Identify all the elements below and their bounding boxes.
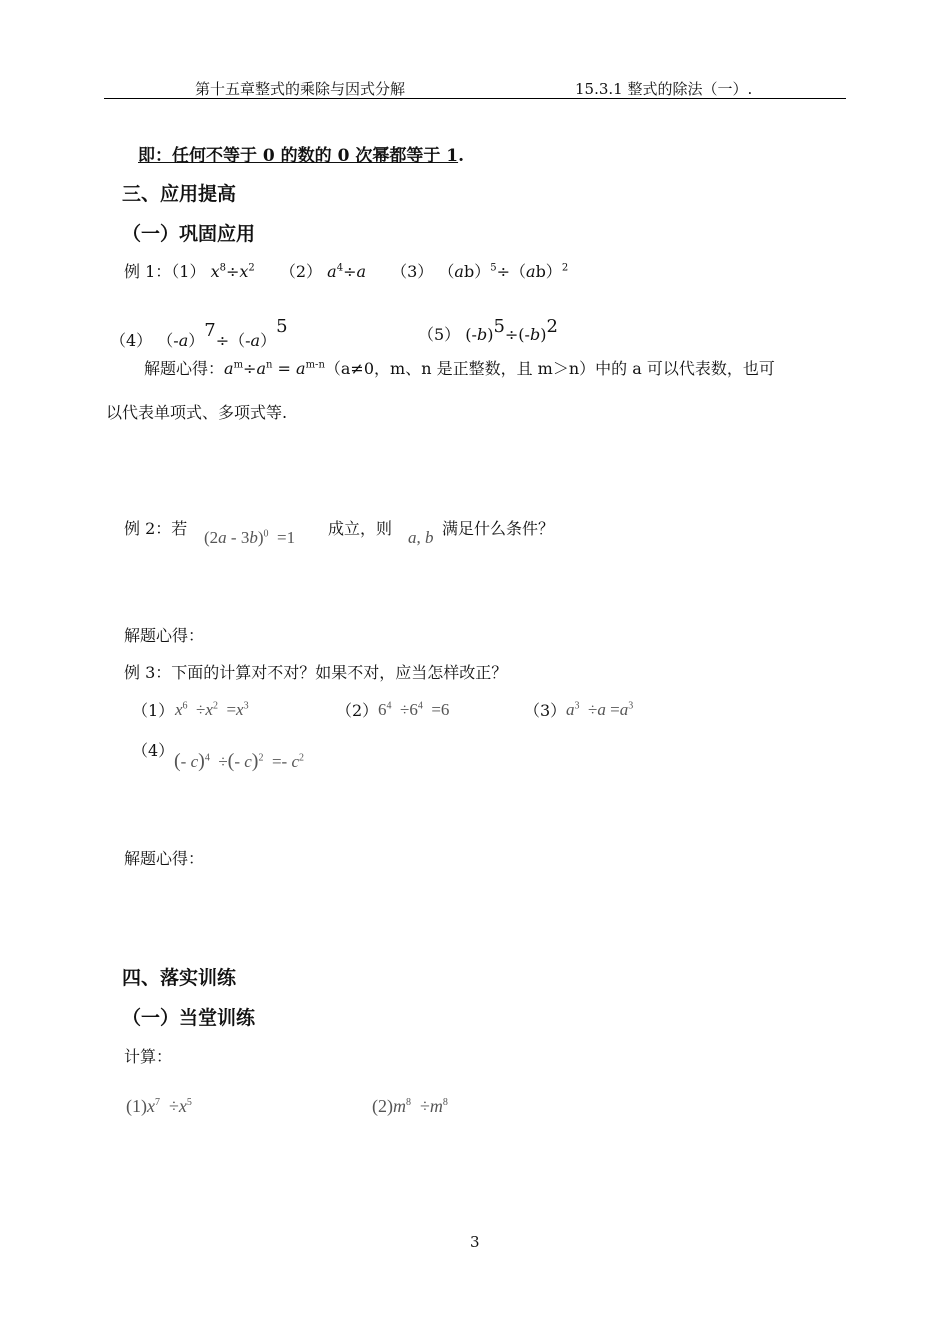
example1-row2: [110, 316, 288, 351]
header-right: 15.3.1 整式的除法（一）.: [575, 80, 753, 98]
ex3-num-3: （3）: [524, 701, 567, 720]
conclusion-text: 即：任何不等于 0 的数的 0 次幂都等于 1: [138, 146, 459, 166]
tip1-label: 解题心得：: [144, 359, 225, 378]
conclusion-end: .: [458, 146, 464, 166]
section4-sub1: （一）当堂训练: [122, 1007, 256, 1029]
ex1-num-4: （4）: [110, 331, 153, 350]
tip1-rest: （a≠0，m、n 是正整数，且 m＞n）中的 a 可以代表数，也可: [324, 359, 775, 378]
tip3-label: 解题心得：: [124, 849, 205, 868]
ex1-expr-3: （ab）$^5$÷（ab）$^2$: [438, 262, 569, 281]
ex3-expr-2: $6^4 \div 6^4 =6$: [378, 700, 450, 719]
ex1-num-1: （1）: [171, 262, 206, 281]
page-number: 3: [470, 1233, 480, 1251]
calc-item-2: $(2)m^8 \div m^8$: [372, 1096, 448, 1116]
example1-row1: [124, 259, 568, 282]
example2-vars: a, b: [408, 528, 434, 547]
example2-label: 例 2：若: [124, 519, 188, 538]
ex1-num-2: （2）: [279, 262, 323, 281]
ex1-expr-5: (-b)5÷(-b)2: [465, 316, 558, 344]
tip2-label: 解题心得：: [124, 626, 205, 645]
example1-label: 例 1：: [124, 262, 172, 281]
ex3-expr-1: $x^6 \div x^2 =x^3$: [175, 700, 249, 719]
ex1-expr-2: $a^4\div a$: [327, 262, 367, 281]
tip1-line1: [144, 356, 775, 379]
ex3-num-4: （4）: [132, 741, 175, 760]
example2-mid: 成立，则: [328, 519, 393, 538]
ex1-num-3: （3）: [391, 262, 434, 281]
ex1-expr-4: （-a）7÷（-a）5: [157, 316, 288, 350]
ex3-expr-3: $a^3 \div a =a^3$: [566, 700, 634, 719]
calc-item-1: $(1)x^7 \div x^5$: [126, 1096, 192, 1116]
header-rule: [104, 98, 846, 99]
example2-end: 满足什么条件？: [442, 519, 555, 538]
tip1-line2: 以代表单项式、多项式等.: [106, 403, 288, 422]
ex1-expr-1: $x^8\div x^2$: [210, 262, 255, 281]
section4-title: 四、落实训练: [122, 967, 237, 989]
ex3-num-2: （2）: [336, 701, 379, 720]
ex1-num-5: （5）: [418, 325, 461, 344]
section3-sub1: （一）巩固应用: [122, 223, 256, 245]
calc-label: 计算：: [124, 1047, 173, 1066]
example2-formula: (2a - 3b)$^0$ =1: [204, 528, 296, 547]
example1-row2b: [418, 316, 558, 345]
conclusion-line: [138, 141, 464, 166]
section3-title: 三、应用提高: [122, 183, 237, 205]
header-left: 第十五章整式的乘除与因式分解: [195, 80, 406, 98]
ex3-num-1: （1）: [132, 701, 175, 720]
tip1-formula: $a^m\div a^n = a^{m-n}$: [224, 359, 325, 378]
example3-label: 例 3：下面的计算对不对？如果不对，应当怎样改正？: [124, 663, 508, 682]
ex3-expr-4: (- c)$^4$ ÷(- $c)^2 =- c^2$: [174, 750, 305, 772]
